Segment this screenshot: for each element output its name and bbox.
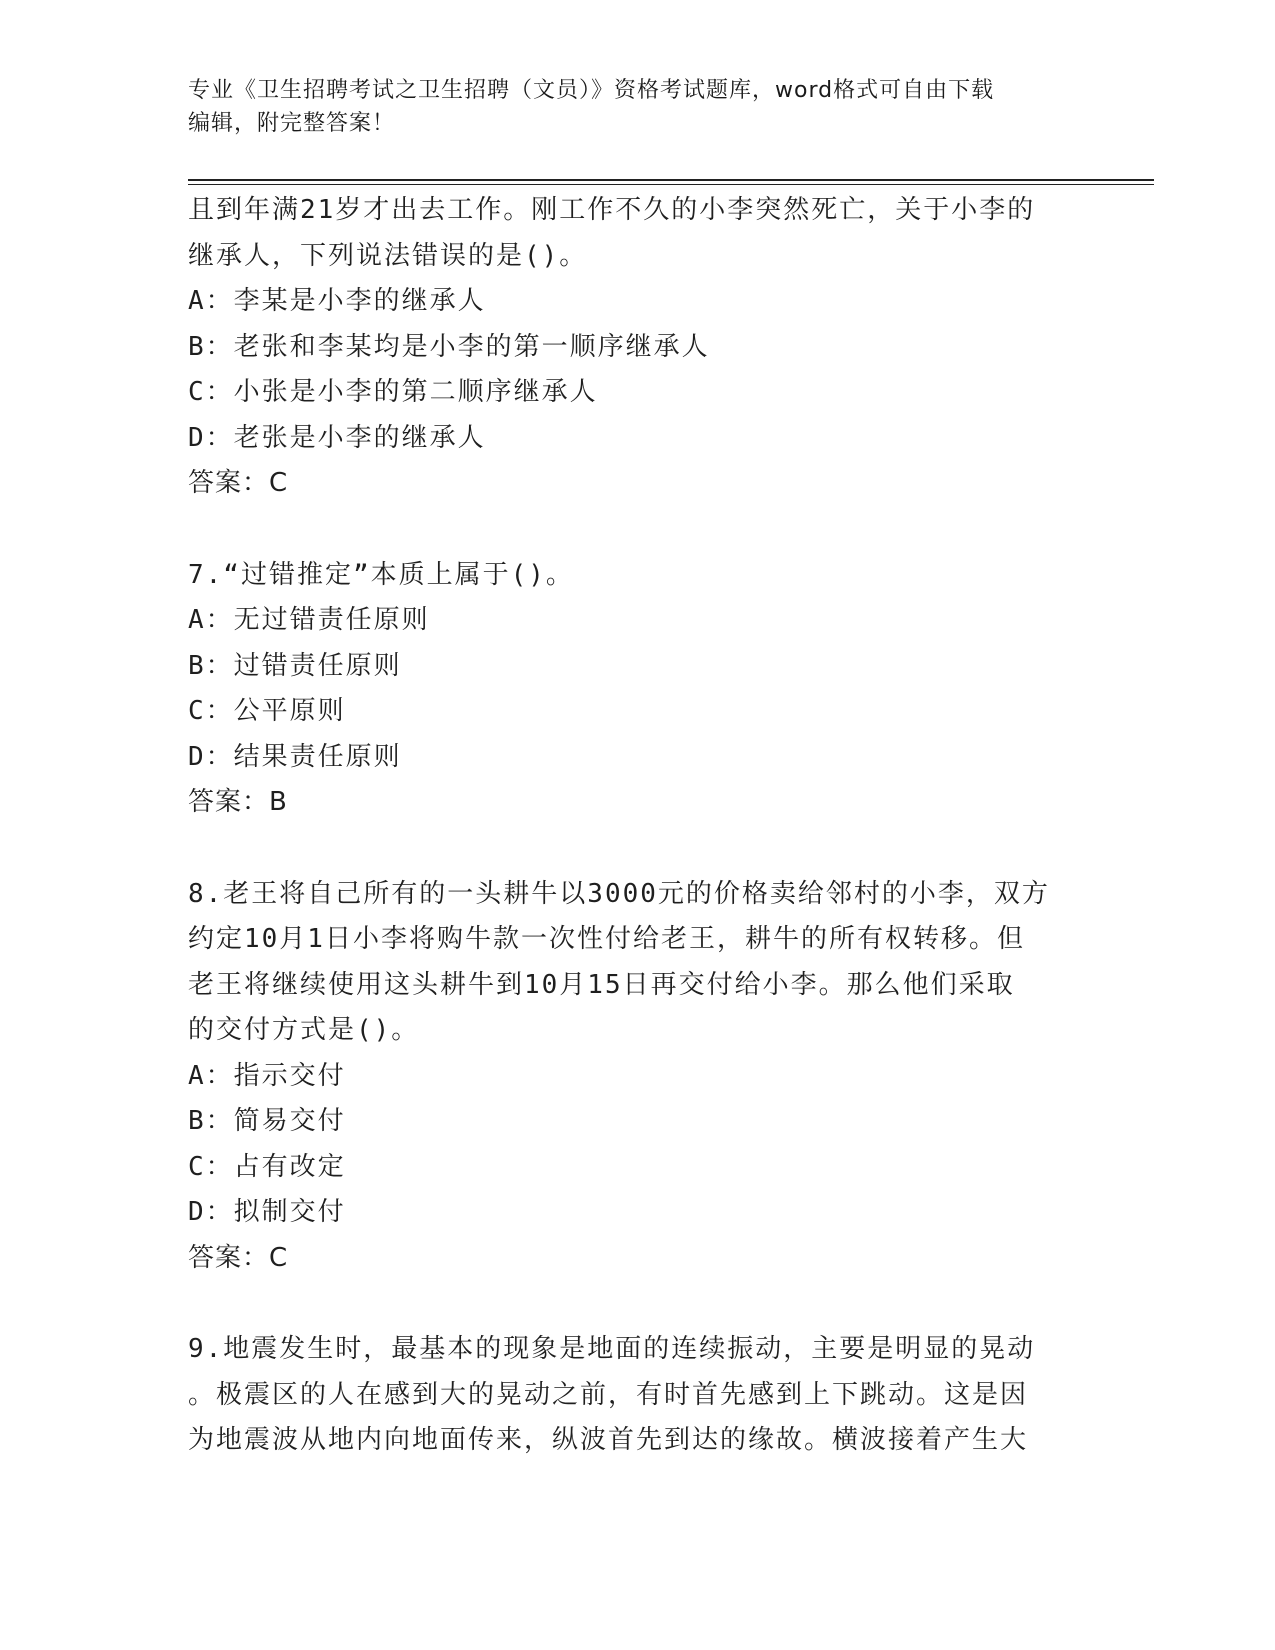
option-b: B：老张和李某均是小李的第一顺序继承人 bbox=[188, 331, 710, 362]
spacer bbox=[188, 507, 1088, 553]
option-c: C：小张是小李的第二顺序继承人 bbox=[188, 377, 598, 407]
header-divider-thin bbox=[188, 184, 1154, 185]
question-text-line: 为地震波从地内向地面传来，纵波首先到达的缘故。横波接着产生大 bbox=[188, 1425, 1029, 1455]
question-text-line: 继承人，下列说法错误的是()。 bbox=[188, 240, 588, 271]
question-text-line: 的交付方式是()。 bbox=[188, 1015, 420, 1045]
option-d: D：老张是小李的继承人 bbox=[188, 422, 486, 453]
spacer bbox=[188, 826, 1088, 872]
question-text-line: 7.“过错推定”本质上属于()。 bbox=[188, 559, 574, 590]
question-content bbox=[188, 188, 1088, 1464]
option-b: B：过错责任原则 bbox=[188, 650, 402, 681]
question-6 bbox=[188, 188, 1088, 507]
header-line-2: 编辑，附完整答案！ bbox=[188, 111, 396, 136]
question-text-line: 约定10月1日小李将购牛款一次性付给老王，耕牛的所有权转移。但 bbox=[188, 924, 1025, 954]
option-c: C：公平原则 bbox=[188, 696, 346, 726]
option-d: D：结果责任原则 bbox=[188, 741, 402, 772]
question-text-line: 8.老王将自己所有的一头耕牛以3000元的价格卖给邻村的小李，双方 bbox=[188, 878, 1050, 909]
question-text-line: 。极震区的人在感到大的晃动之前，有时首先感到上下跳动。这是因 bbox=[188, 1379, 1029, 1410]
question-text-line: 9.地震发生时，最基本的现象是地面的连续振动，主要是明显的晃动 bbox=[188, 1334, 1036, 1364]
question-9 bbox=[188, 1327, 1088, 1464]
spacer bbox=[188, 1281, 1088, 1327]
question-text-line: 老王将继续使用这头耕牛到10月15日再交付给小李。那么他们采取 bbox=[188, 969, 1015, 1000]
header-divider-thick bbox=[188, 179, 1154, 181]
option-a: A：指示交付 bbox=[188, 1060, 346, 1091]
answer-label: 答案：C bbox=[188, 1242, 289, 1273]
document-header bbox=[188, 74, 1068, 140]
option-a: A：无过错责任原则 bbox=[188, 605, 430, 635]
answer-label: 答案：C bbox=[188, 468, 289, 498]
header-line-1: 专业《卫生招聘考试之卫生招聘（文员）》资格考试题库，word格式可自由下载 bbox=[188, 78, 995, 103]
option-b: B：简易交付 bbox=[188, 1106, 346, 1136]
option-c: C：占有改定 bbox=[188, 1151, 346, 1182]
option-a: A：李某是小李的继承人 bbox=[188, 286, 486, 316]
option-d: D：拟制交付 bbox=[188, 1197, 346, 1227]
question-text-line: 且到年满21岁才出去工作。刚工作不久的小李突然死亡，关于小李的 bbox=[188, 195, 1036, 225]
question-8 bbox=[188, 872, 1088, 1282]
answer-label: 答案：B bbox=[188, 787, 288, 817]
question-7 bbox=[188, 553, 1088, 826]
